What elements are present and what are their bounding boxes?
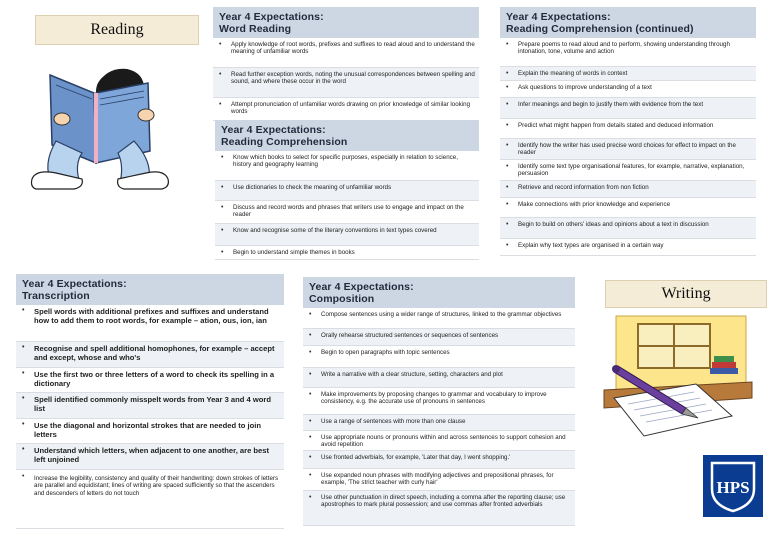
panel-title-line2: Reading Comprehension [221, 136, 348, 148]
list-item: • Prepare poems to read aloud and to perform, showing understanding through intonation, tone, volume and action [500, 38, 756, 67]
list-item: • Spell identified commonly misspelt words from Year 3 and 4 word list [16, 393, 284, 419]
list-item: • Use other punctuation in direct speech, including a comma after the reporting clause; use apostrophes to mark plural possession; and use commas after fronted adverbials [303, 491, 575, 526]
list-item: • Compose sentences using a wider range of structures, linked to the grammar objectives [303, 308, 575, 329]
list-item: • Begin to build on others' ideas and opinions about a text in discussion [500, 218, 756, 239]
list-item: • Know and recognise some of the literary conventions in text types covered [215, 224, 479, 246]
list-item: • Use appropriate nouns or pronouns within and across sentences to support cohesion and avoid repetition [303, 431, 575, 451]
list-item: • Use the first two or three letters of a word to check its spelling in a dictionary [16, 368, 284, 393]
panel-composition [303, 277, 575, 527]
list-item: • Increase the legibility, consistency and quality of their handwriting: down strokes of letters are parallel and equidistant; lines of writing are spaced sufficiently so that the ascenders and descenders of letters do not touch [16, 470, 284, 529]
panel-header [303, 277, 575, 308]
list-item: • Make improvements by proposing changes to grammar and vocabulary to improve consistency, e.g. the accurate use of pronouns in sentences [303, 388, 575, 415]
panel-header [215, 120, 479, 151]
list-item: • Use dictionaries to check the meaning of unfamiliar words [215, 181, 479, 201]
panel-title-line2: Reading Comprehension (continued) [506, 23, 694, 35]
expectation-list [16, 305, 284, 529]
list-item: • Discuss and record words and phrases that writers use to engage and impact on the reader [215, 201, 479, 224]
logo-monogram: HPS [716, 478, 750, 497]
panel-title-line1: Year 4 Expectations: [221, 124, 326, 136]
list-item: • Begin to open paragraphs with topic sentences [303, 346, 575, 368]
list-item: • Apply knowledge of root words, prefixes and suffixes to read aloud and to understand the meaning of unfamiliar words [213, 38, 479, 68]
list-item: • Begin to understand simple themes in books [215, 246, 479, 260]
list-item: • Understand which letters, when adjacent to one another, are best left unjoined [16, 444, 284, 470]
panel-title-line1: Year 4 Expectations: [506, 11, 611, 23]
list-item: • Use a range of sentences with more than one clause [303, 415, 575, 431]
list-item: • Use the diagonal and horizontal strokes that are needed to join letters [16, 419, 284, 444]
list-item: • Recognise and spell additional homophones, for example – accept and except, whose and who's [16, 342, 284, 368]
list-item: • Write a narrative with a clear structure, setting, characters and plot [303, 368, 575, 388]
school-logo [703, 455, 763, 517]
list-item: • Spell words with additional prefixes and suffixes and understand how to add them to root words, for example – ation, ous, ion, ian [16, 305, 284, 342]
panel-transcription [16, 274, 284, 527]
panel-title-line2: Composition [309, 293, 375, 305]
expectation-list [213, 38, 479, 121]
panel-title-line2: Word Reading [219, 23, 292, 35]
panel-title-line2: Transcription [22, 290, 90, 302]
list-item: • Orally rehearse structured sentences or sequences of sentences [303, 329, 575, 346]
panel-header [500, 7, 756, 38]
expectation-list [500, 38, 756, 256]
panel-word-reading [213, 7, 479, 120]
list-item: • Ask questions to improve understanding of a text [500, 81, 756, 98]
list-item: • Identify some text type organisational features, for example, narrative, explanation, persuasion [500, 160, 756, 181]
list-item: • Know which books to select for specific purposes, especially in relation to science, history and geography learning [215, 151, 479, 181]
reading-label: Reading [35, 15, 199, 45]
panel-header [213, 7, 479, 38]
writing-label: Writing [605, 280, 767, 308]
list-item: • Read further exception words, noting the unusual correspondences between spelling and sound, and where these occur in the word [213, 68, 479, 98]
expectation-list [303, 308, 575, 526]
list-item: • Use expanded noun phrases with modifying adjectives and prepositional phrases, for example, 'The strict teacher with curly hair' [303, 469, 575, 491]
list-item: • Explain the meaning of words in context [500, 67, 756, 81]
list-item: • Identify how the writer has used precise word choices for effect to impact on the reader [500, 139, 756, 160]
list-item: • Use fronted adverbials, for example, 'Later that day, I went shopping.' [303, 451, 575, 469]
expectation-list [215, 151, 479, 260]
list-item: • Explain why text types are organised in a certain way [500, 239, 756, 256]
list-item: • Predict what might happen from details stated and deduced information [500, 119, 756, 139]
panel-title-line1: Year 4 Expectations: [22, 278, 127, 290]
writing-illustration [598, 312, 758, 440]
reading-child-illustration [22, 45, 172, 195]
panel-title-line1: Year 4 Expectations: [219, 11, 324, 23]
list-item: • Retrieve and record information from non fiction [500, 181, 756, 198]
panel-reading-comprehension [215, 120, 479, 259]
list-item: • Make connections with prior knowledge and experience [500, 198, 756, 218]
panel-reading-comprehension-continued [500, 7, 756, 260]
panel-header [16, 274, 284, 305]
list-item: • Infer meanings and begin to justify them with evidence from the text [500, 98, 756, 119]
list-item: • Attempt pronunciation of unfamiliar words drawing on prior knowledge of similar looking words [213, 98, 479, 121]
panel-title-line1: Year 4 Expectations: [309, 281, 414, 293]
